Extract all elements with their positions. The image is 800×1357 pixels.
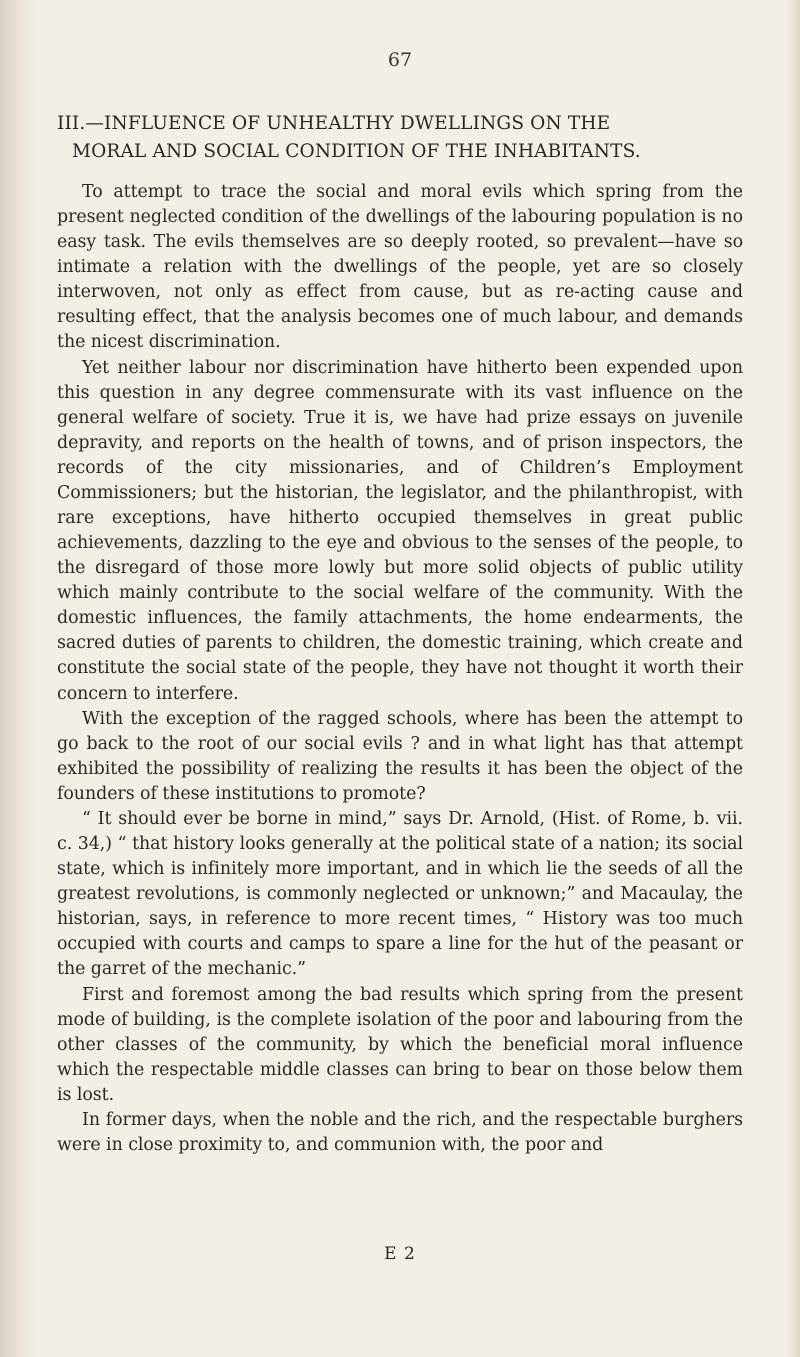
page-edge-shadow xyxy=(0,0,34,1357)
page-number: 67 xyxy=(387,49,413,71)
paragraph-2: Yet neither labour nor discrimination have hitherto been expended upon this question in any degree commensurate with its vast influence on the general welfare of society. True it is, we have had prize essays on juvenile depravity, and reports on the health of towns, and of prison inspectors, the records of the city missionaries, and of Children’s Employment Commissioners; but the historian, the legislator, and the philanthropist, with rare exceptions, have hitherto occupied themselves in great public achievements, dazzling to the eye and obvious to the senses of the people, to the disregard of those more lowly but more solid objects of public utility which mainly contribute to the social welfare of the community. With the domestic influences, the family attachments, the home endearments, the sacred duties of parents to children, the domestic training, which create and constitute the social state of the people, they have not thought it worth their concern to interfere. xyxy=(57,357,743,704)
section-heading-line-1: III.—INFLUENCE OF UNHEALTHY DWELLINGS ON THE xyxy=(57,113,611,134)
paragraph-3: With the exception of the ragged schools, where has been the attempt to go back to the root of our social evils ? and in what light has that attempt exhibited the possibility of realizing the results it has been the object of the founders of these institutions to promote? xyxy=(57,708,743,804)
page-body xyxy=(57,110,743,1158)
section-heading xyxy=(57,110,743,166)
paragraph-6: In former days, when the noble and the rich, and the respectable burghers were in close proximity to, and communion with, the poor and xyxy=(57,1109,743,1155)
page-edge-shadow-right xyxy=(786,0,800,1357)
paragraph-4: “ It should ever be borne in mind,” says Dr. Arnold, (Hist. of Rome, b. vii. c. 34,) “ that history looks generally at the political state of a nation; its social state, which is infinitely more important, and in which lie the seeds of all the greatest revolutions, is commonly neglected or unknown;” and Macaulay, the historian, says, in reference to more recent times, “ History was too much occupied with courts and camps to spare a line for the hut of the peasant or the garret of the mechanic.” xyxy=(57,808,743,980)
paragraph-1: To attempt to trace the social and moral evils which spring from the present neglected condition of the dwellings of the labouring population is no easy task. The evils themselves are so deeply rooted, so prevalent—have so intimate a relation with the dwellings of the people, yet are so closely interwoven, not only as effect from cause, but as re-acting cause and resulting effect, that the analysis becomes one of much labour, and demands the nicest discrimination. xyxy=(57,182,743,353)
signature-mark: E 2 xyxy=(384,1244,416,1264)
section-heading-line-2: MORAL AND SOCIAL CONDITION OF THE INHABITANTS. xyxy=(72,141,641,162)
paragraph-5: First and foremost among the bad results which spring from the present mode of building, is the complete isolation of the poor and labouring from the other classes of the community, by which the beneficial moral influence which the respectable middle classes can bring to bear on those below them is lost. xyxy=(57,984,743,1105)
